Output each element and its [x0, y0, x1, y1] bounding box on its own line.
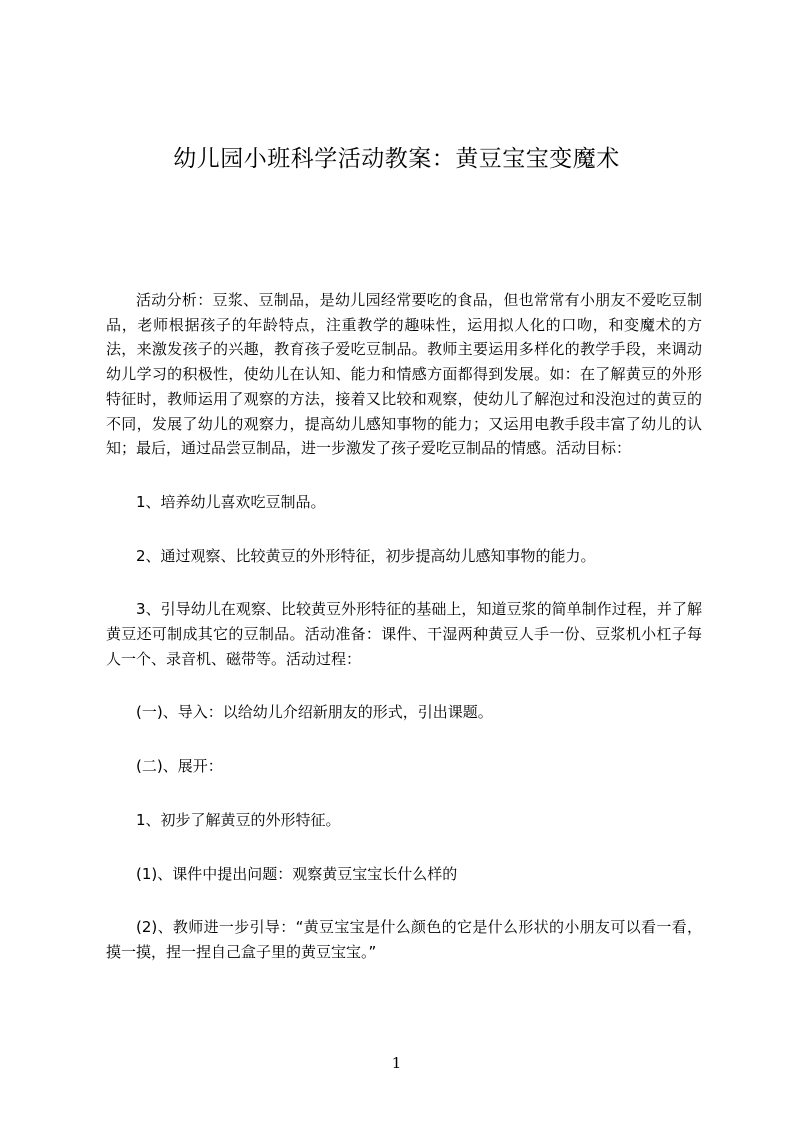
page-number: 1: [391, 1054, 402, 1072]
document-body: [106, 288, 702, 994]
paragraph-activity-analysis: 活动分析：豆浆、豆制品，是幼儿园经常要吃的食品，但也常常有小朋友不爱吃豆制品，老师根据孩子的年龄特点，注重教学的趣味性，运用拟人化的口吻，和变魔术的方法，来激发孩子的兴趣，教育孩子爱吃豆制品。教师主要运用多样化的教学手段，来调动幼儿学习的积极性，使幼儿在认知、能力和情感方面都得到发展。如：在了解黄豆的外形特征时，教师运用了观察的方法，接着又比较和观察，使幼儿了解泡过和没泡过的黄豆的不同，发展了幼儿的观察力，提高幼儿感知事物的能力；又运用电教手段丰富了幼儿的认知；最后，通过品尝豆制品，进一步激发了孩子爱吃豆制品的情感。活动目标：: [106, 291, 702, 458]
paragraph-goal-2: 2、通过观察、比较黄豆的外形特征，初步提高幼儿感知事物的能力。: [136, 546, 596, 565]
paragraph-substep-1-2: (2)、教师进一步引导：“黄豆宝宝是什么颜色的它是什么形状的小朋友可以看一看，摸一摸，捏一捏自己盒子里的黄豆宝宝。”: [106, 918, 702, 961]
paragraph-goal-3: 3、引导幼儿在观察、比较黄豆外形特征的基础上，知道豆浆的简单制作过程，并了解黄豆还可制成其它的豆制品。活动准备：课件、干湿两种黄豆人手一份、豆浆机小杠子每人一个、录音机、磁带等。活动过程：: [106, 600, 702, 668]
paragraph-substep-1-1: (1)、课件中提出问题：观察黄豆宝宝长什么样的: [136, 864, 458, 883]
paragraph-step-expand: (二)、展开：: [136, 757, 223, 776]
document-title: 幼儿园小班科学活动教案：黄豆宝宝变魔术: [173, 146, 620, 172]
paragraph-step-intro: (一)、导入：以给幼儿介绍新朋友的形式，引出课题。: [136, 703, 493, 722]
paragraph-goal-1: 1、培养幼儿喜欢吃豆制品。: [136, 492, 326, 511]
paragraph-substep-1: 1、初步了解黄豆的外形特征。: [136, 810, 341, 829]
